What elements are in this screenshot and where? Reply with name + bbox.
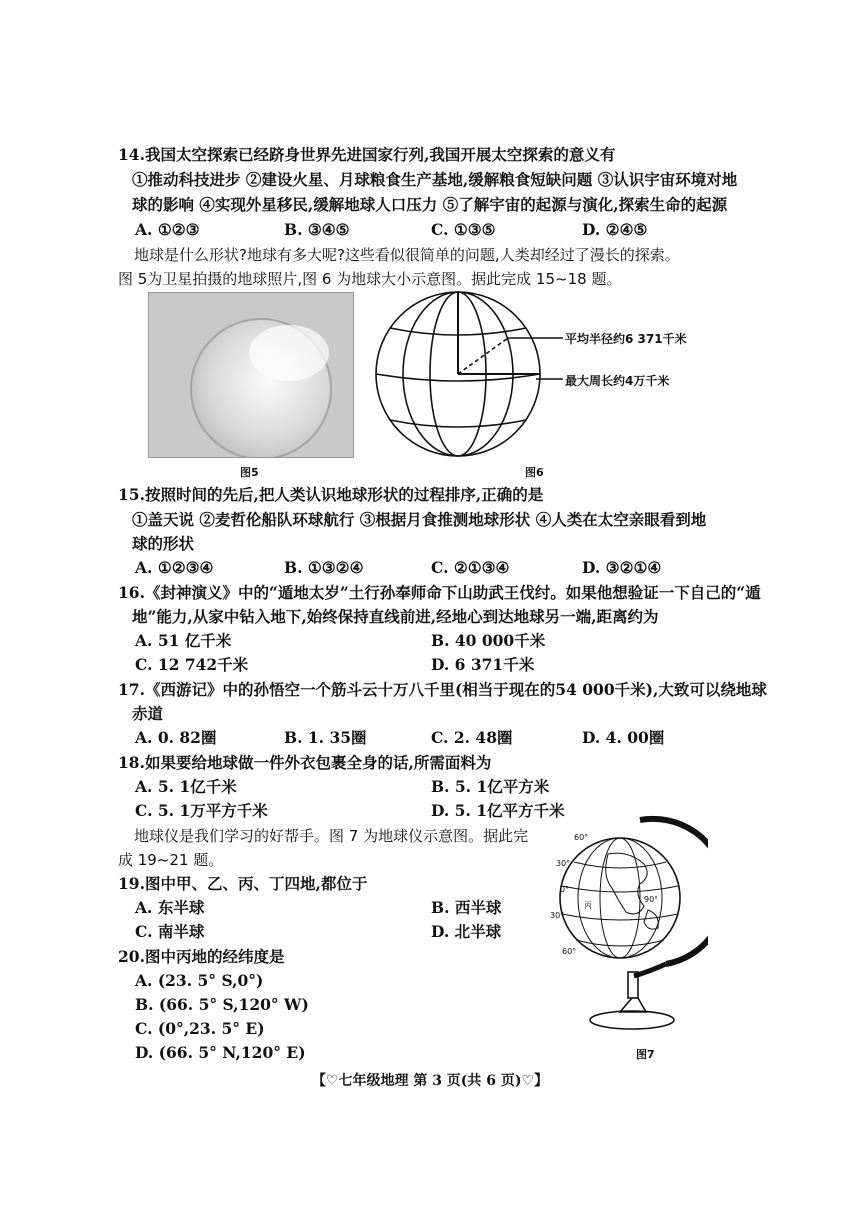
fig7-caption: 图7	[636, 1048, 655, 1061]
q16-option-d: D. 6 371千米	[431, 655, 535, 674]
radius-label: 平均半径约6 371千米	[565, 332, 687, 346]
q17-option-a: A. 0. 82圈	[135, 728, 217, 747]
globe-point-label: 丙	[584, 901, 592, 910]
globe-lat-label: 30°	[550, 911, 565, 920]
q19-option-d: D. 北半球	[431, 922, 502, 941]
q18-option-b: B. 5. 1亿平方米	[431, 777, 550, 796]
q15-line2: ①盖天说 ②麦哲伦船队环球航行 ③根据月食推测地球形状 ④人类在太空亲眼看到地	[132, 510, 707, 529]
q19-stem: 19.图中甲、乙、丙、丁四地,都位于	[118, 874, 368, 893]
globe-lat-label: 0°	[560, 885, 570, 894]
globe-lat-label: 30°	[556, 859, 571, 868]
q19-option-c: C. 南半球	[135, 922, 205, 941]
satellite-earth-photo	[148, 292, 354, 458]
q15-stem: 15.按照时间的先后,把人类认识地球形状的过程排序,正确的是	[118, 485, 544, 504]
q14-line3: 球的影响 ④实现外星移民,缓解地球人口压力 ⑤了解宇宙的起源与演化,探索生命的起源	[132, 195, 728, 214]
q19-option-b: B. 西半球	[431, 898, 502, 917]
q20-option-b: B. (66. 5° S,120° W)	[135, 995, 309, 1014]
q14-option-b: B. ③④⑤	[284, 220, 350, 239]
earth-photo-graphic	[149, 293, 353, 457]
q18-option-a: A. 5. 1亿千米	[135, 777, 237, 796]
q16-option-a: A. 51 亿千米	[135, 631, 232, 650]
intro2-line1: 地球仪是我们学习的好帮手。图 7 为地球仪示意图。据此完	[134, 827, 529, 845]
globe-lat-label: 60°	[562, 947, 577, 956]
q18-stem: 18.如果要给地球做一件外衣包裹全身的话,所需面料为	[118, 753, 492, 772]
q14-option-a: A. ①②③	[135, 220, 200, 239]
q15-option-d: D. ③②①④	[582, 558, 662, 577]
q20-option-d: D. (66. 5° N,120° E)	[135, 1043, 306, 1062]
globe-lat-label: 60°	[574, 833, 589, 842]
q17-option-d: D. 4. 00圈	[582, 728, 665, 747]
q18-option-c: C. 5. 1万平方千米	[135, 801, 268, 820]
globe-meridian-label: 90°	[644, 895, 659, 904]
q14-option-d: D. ②④⑤	[582, 220, 648, 239]
q15-option-b: B. ①③②④	[284, 558, 364, 577]
q17-line2: 赤道	[132, 704, 164, 723]
q18-option-d: D. 5. 1亿平方千米	[431, 801, 565, 820]
q20-option-a: A. (23. 5° S,0°)	[135, 971, 264, 990]
q17-stem: 17.《西游记》中的孙悟空一个筋斗云十万八千里(相当于现在的54 000千米),大致可以绕地球	[118, 680, 767, 699]
intro2-line2: 成 19~21 题。	[118, 851, 224, 869]
q14-line2: ①推动科技进步 ②建设火星、月球粮食生产基地,缓解粮食短缺问题 ③认识宇宙环境对地	[132, 170, 738, 189]
q20-stem: 20.图中丙地的经纬度是	[118, 947, 285, 966]
fig6-caption: 图6	[525, 466, 544, 479]
q15-option-a: A. ①②③④	[135, 558, 214, 577]
q19-option-a: A. 东半球	[135, 898, 205, 917]
intro1-line1: 地球是什么形状?地球有多大呢?这些看似很简单的问题,人类却经过了漫长的探索。	[134, 246, 680, 264]
q17-option-c: C. 2. 48圈	[431, 728, 513, 747]
globe-diagram	[548, 814, 708, 1036]
page-footer: 【♡七年级地理 第 3 页(共 6 页)♡】	[311, 1073, 549, 1089]
fig5-caption: 图5	[240, 466, 259, 479]
q15-option-c: C. ②①③④	[431, 558, 510, 577]
q16-stem: 16.《封神演义》中的“遁地太岁”土行孙奉师命下山助武王伐纣。如果他想验证一下自己的“遁	[118, 583, 761, 602]
intro1-line2: 图 5为卫星拍摄的地球照片,图 6 为地球大小示意图。据此完成 15~18 题。	[118, 270, 622, 288]
q16-line2: 地”能力,从家中钻入地下,始终保持直线前进,经地心到达地球另一端,距离约为	[132, 607, 659, 626]
q15-line3: 球的形状	[132, 534, 195, 553]
q14-stem: 14.我国太空探索已经跻身世界先进国家行列,我国开展太空探索的意义有	[118, 145, 616, 164]
circumference-label: 最大周长约4万千米	[565, 374, 670, 388]
q16-option-c: C. 12 742千米	[135, 655, 249, 674]
q14-option-c: C. ①③⑤	[431, 220, 496, 239]
q20-option-c: C. (0°,23. 5° E)	[135, 1019, 265, 1038]
q16-option-b: B. 40 000千米	[431, 631, 546, 650]
q17-option-b: B. 1. 35圈	[284, 728, 367, 747]
